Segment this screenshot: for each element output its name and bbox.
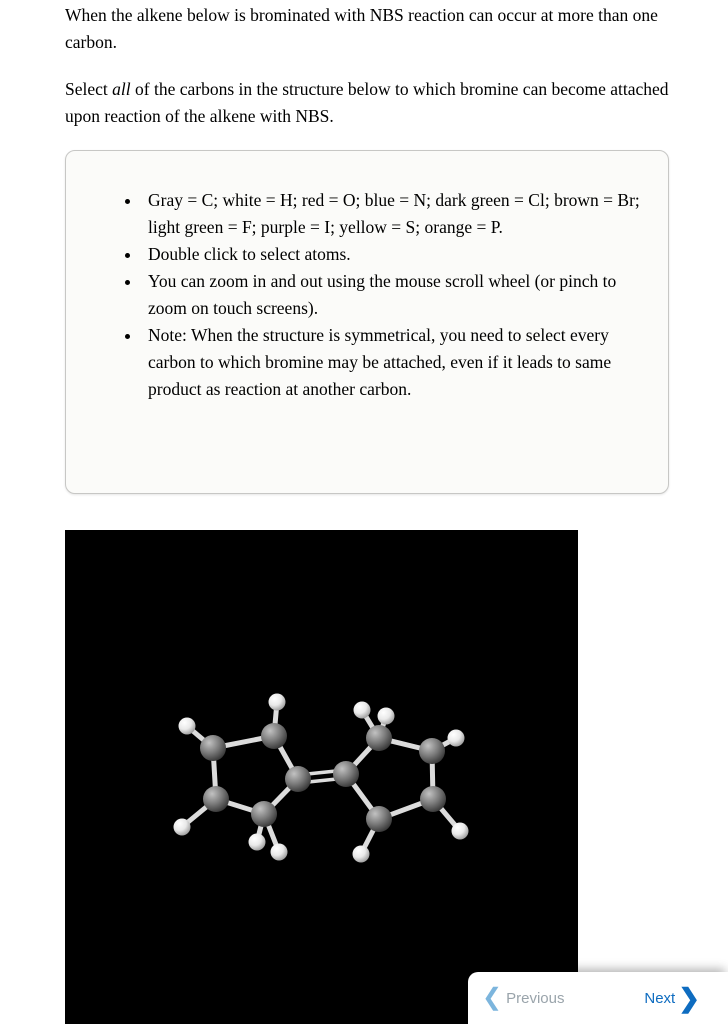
instructions-list [96,187,640,403]
atom-c[interactable] [419,738,445,764]
question-prompt-before: Select [65,79,113,99]
molecule-3d-model[interactable] [65,530,578,1024]
instruction-item: • Gray = C; white = H; red = O; blue = N; dark green = Cl; brown = Br; light green = F; purple = I; yellow = S; orange = P. [142,187,640,241]
atom-c[interactable] [251,801,277,827]
instruction-item: • You can zoom in and out using the mouse scroll wheel (or pinch to zoom on touch screens). [142,268,640,322]
atom-c[interactable] [285,766,311,792]
instruction-item: • Note: When the structure is symmetrical, you need to select every carbon to which bromine may be attached, even if it leads to same product as reaction at another carbon. [142,322,640,403]
atom-c[interactable] [261,723,287,749]
atom-c[interactable] [203,786,229,812]
question-prompt [65,76,673,130]
previous-button[interactable] [482,986,564,1010]
question-prompt-after: of the carbons in the structure below to which bromine can become attached upon reaction of the alkene with NBS. [65,79,669,126]
atom-h[interactable] [269,694,286,711]
navigation-panel [468,972,728,1024]
atom-h[interactable] [353,846,370,863]
chevron-right-icon: ❯ [678,983,700,1013]
instructions-box [65,150,669,494]
question-intro [65,2,673,56]
atom-h[interactable] [452,823,469,840]
atom-h[interactable] [249,834,266,851]
next-button[interactable] [644,985,700,1011]
atom-h[interactable] [271,844,288,861]
previous-button-label: Previous [506,989,565,1007]
question-intro-text: When the alkene below is brominated with NBS reaction can occur at more than one carbon. [65,5,658,52]
atom-h[interactable] [378,708,395,725]
atom-h[interactable] [354,702,371,719]
question-prompt-emphasis: all [112,79,131,99]
atom-h[interactable] [179,718,196,735]
atom-c[interactable] [366,806,392,832]
atom-c[interactable] [366,725,392,751]
next-button-label: Next [644,989,676,1007]
atom-h[interactable] [174,819,191,836]
molecule-viewer[interactable] [65,530,578,1024]
atom-h[interactable] [448,730,465,747]
atom-c[interactable] [420,786,446,812]
instruction-item: • Double click to select atoms. [142,241,640,268]
chevron-left-icon: ❮ [482,984,503,1011]
atom-c[interactable] [200,735,226,761]
atom-c[interactable] [333,761,359,787]
